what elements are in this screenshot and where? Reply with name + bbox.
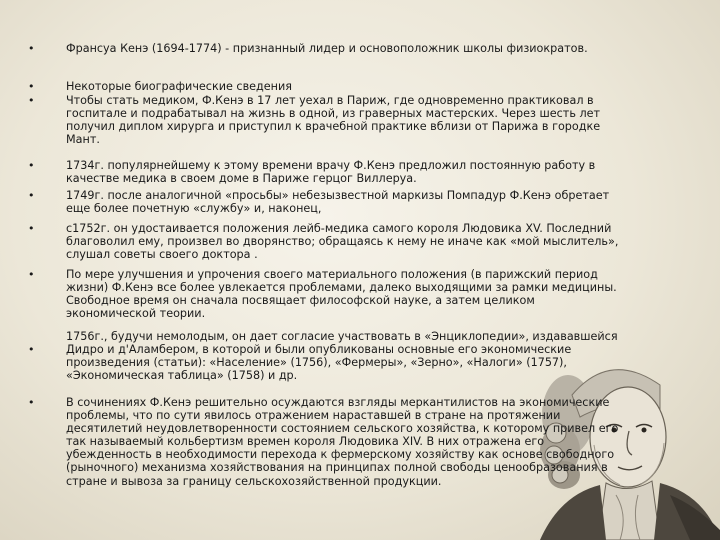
- bullet-icon: •: [28, 343, 35, 356]
- bullet-icon: •: [28, 268, 35, 281]
- bullet-icon: •: [28, 80, 35, 93]
- bullet-icon: •: [28, 94, 35, 107]
- bullet-icon: •: [28, 189, 35, 202]
- bullet-icon: •: [28, 42, 35, 55]
- bullet-icon: •: [28, 396, 35, 409]
- paragraph-writings: В сочинениях Ф.Кенэ решительно осуждаются взгляды меркантилистов на экономические проблемы, что по сути явилось отражением нараставшей в стране на протяжении десятилетий неудовлетворенности состоянием сельского хозяйства, к которому привел его так называемый кольбертизм времен короля Людовика XIV. В них отражена его убежденность в необходимости перехода к фермерскому хозяйству как основе свободного (рыночного) механизма хозяйствования на принципах полной свободы ценообразования в стране и вывоза за границу сельскохозяйственной продукции.: [66, 396, 619, 488]
- paragraph-1734: 1734г. популярнейшему к этому времени врачу Ф.Кенэ предложил постоянную работу в качестве медика в своем доме в Париже герцог Виллеруа.: [66, 159, 596, 186]
- paragraph-intro: Франсуа Кенэ (1694-1774) - признанный лидер и основоположник школы физиократов.: [66, 42, 588, 55]
- bullet-icon: •: [28, 222, 35, 235]
- paragraph-1752: с1752г. он удостаивается положения лейб-медика самого короля Людовика XV. Последний благоволил ему, произвел во дворянство; обращаясь к нему не иначе как «мой мыслитель», слушал советы своего доктора .: [66, 222, 619, 262]
- paragraph-bio-heading: Некоторые биографические сведения: [66, 80, 292, 93]
- paragraph-economics: По мере улучшения и упрочения своего материального положения (в парижский период жизни) Ф.Кенэ все более увлекается проблемами, далеко выходящими за рамки медицины. Свободное время он сначала посвящает философской науке, а затем целиком экономической теории.: [66, 268, 617, 321]
- bullet-icon: •: [28, 159, 35, 172]
- paragraph-paris: Чтобы стать медиком, Ф.Кенэ в 17 лет уехал в Париж, где одновременно практиковал в госпитале и подрабатывал на жизнь в одной, из граверных мастерских. Через шесть лет получил диплом хирурга и приступил к врачебной практике вблизи от Парижа в городке Мант.: [66, 94, 601, 147]
- paragraph-1756: 1756г., будучи немолодым, он дает согласие участвовать в «Энциклопедии», издававшейся Дидро и д'Аламбером, в которой и были опубликованы основные его экономические произведения (статьи): «Население» (1756), «Фермеры», «Зерно», «Налоги» (1757), «Экономическая таблица» (1758) и др.: [66, 330, 618, 383]
- paragraph-1749: 1749г. после аналогичной «просьбы» небезызвестной маркизы Помпадур Ф.Кенэ обретает еще более почетную «службу» и, наконец,: [66, 189, 610, 216]
